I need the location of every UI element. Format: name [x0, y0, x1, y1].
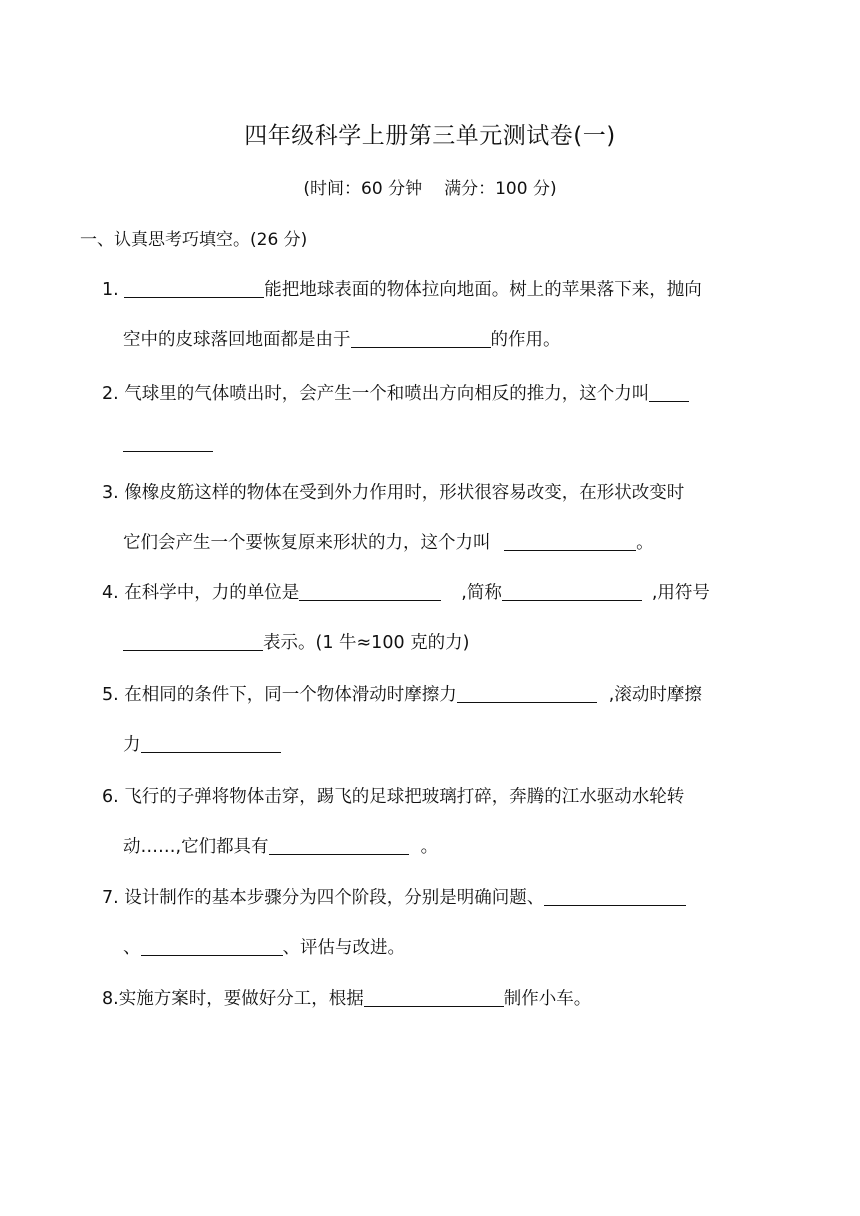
question-6-line-2 — [123, 832, 438, 862]
question-5-text-b: ,滚动时摩擦 — [608, 685, 702, 705]
question-7-line-1 — [102, 883, 686, 913]
question-6-text-a: 飞行的子弹将物体击穿，踢飞的足球把玻璃打碎，奔腾的江水驱动水轮转 — [124, 787, 685, 807]
question-1-text-c: 的作用。 — [490, 330, 561, 350]
question-6-text-c: 。 — [420, 837, 439, 857]
answer-blank-1b[interactable] — [351, 327, 491, 348]
question-4-text-c: ,用符号 — [651, 583, 710, 603]
question-8-text-a: 实施方案时，要做好分工，根据 — [118, 989, 364, 1009]
question-7-number: 7. — [102, 888, 119, 908]
page-title: 四年级科学上册第三单元测试卷(一) — [244, 123, 616, 149]
question-2-line-1 — [102, 379, 689, 409]
question-7-text-a: 设计制作的基本步骤分为四个阶段，分别是明确问题、 — [124, 888, 545, 908]
question-6-number: 6. — [102, 787, 119, 807]
question-4-text-b: ,简称 — [461, 583, 502, 603]
question-5-line-1 — [102, 680, 702, 710]
question-4-text-d: 表示。(1 牛≈100 克的力) — [263, 633, 470, 653]
answer-blank-3[interactable] — [504, 530, 636, 551]
question-3-line-2 — [123, 528, 654, 558]
question-7-text-c: 、评估与改进。 — [282, 938, 405, 958]
question-8-number: 8. — [102, 989, 119, 1009]
question-1-line-1 — [102, 275, 702, 305]
question-8-line-1 — [102, 984, 591, 1014]
answer-blank-7a[interactable] — [544, 885, 686, 906]
question-8-text-b: 制作小车。 — [503, 989, 592, 1009]
question-4-number: 4. — [102, 583, 119, 603]
section-heading: 一、认真思考巧填空。(26 分) — [80, 230, 308, 250]
question-2-line-2 — [123, 429, 213, 459]
question-3-text-c: 。 — [636, 533, 654, 553]
question-2-text: 气球里的气体喷出时，会产生一个和喷出方向相反的推力，这个力叫 — [124, 384, 650, 404]
answer-blank-8[interactable] — [364, 986, 504, 1007]
question-5-number: 5. — [102, 685, 119, 705]
answer-blank-2b[interactable] — [123, 431, 213, 452]
answer-blank-4b[interactable] — [502, 580, 642, 601]
answer-blank-4c[interactable] — [123, 630, 263, 651]
question-5-text-a: 在相同的条件下，同一个物体滑动时摩擦力 — [124, 685, 457, 705]
question-5-line-2 — [123, 730, 281, 760]
exam-time: (时间：60 分钟 — [303, 179, 423, 199]
question-4-text-a: 在科学中，力的单位是 — [124, 583, 300, 603]
answer-blank-5b[interactable] — [141, 732, 281, 753]
question-2-number: 2. — [102, 384, 119, 404]
answer-blank-5a[interactable] — [457, 682, 597, 703]
question-3-text-a: 像橡皮筋这样的物体在受到外力作用时，形状很容易改变，在形状改变时 — [124, 483, 685, 503]
question-1-text-b: 空中的皮球落回地面都是由于 — [123, 330, 351, 350]
answer-blank-2a[interactable] — [649, 381, 689, 402]
answer-blank-4a[interactable] — [299, 580, 441, 601]
answer-blank-6[interactable] — [269, 834, 409, 855]
answer-blank-7b[interactable] — [141, 935, 283, 956]
question-3-number: 3. — [102, 483, 119, 503]
question-4-line-2 — [123, 628, 469, 658]
question-6-text-b: 动……,它们都具有 — [123, 837, 269, 857]
question-7-text-b: 、 — [123, 938, 141, 958]
question-3-line-1 — [102, 478, 684, 508]
exam-info — [0, 174, 860, 204]
question-5-text-c: 力 — [123, 735, 141, 755]
question-3-text-b: 它们会产生一个要恢复原来形状的力，这个力叫 — [123, 533, 497, 553]
question-1-line-2 — [123, 325, 561, 355]
question-4-line-1 — [102, 578, 710, 608]
question-7-line-2 — [123, 933, 405, 963]
question-1-number: 1. — [102, 280, 119, 300]
exam-score: 满分：100 分) — [444, 179, 557, 199]
question-1-text-a: 能把地球表面的物体拉向地面。树上的苹果落下来，抛向 — [264, 280, 702, 300]
answer-blank-1a[interactable] — [124, 277, 264, 298]
question-6-line-1 — [102, 782, 684, 812]
